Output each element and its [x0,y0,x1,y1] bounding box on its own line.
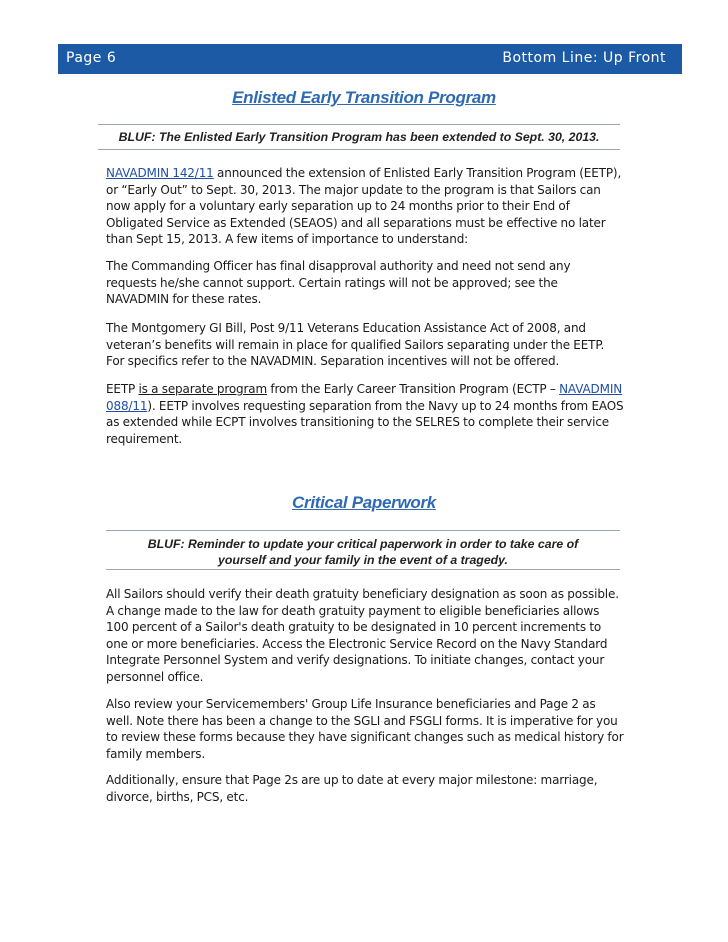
separate-program-emphasis: is a separate program [138,382,268,396]
paperwork-paragraph-3: Additionally, ensure that Page 2s are up to date at every major milestone: marriage, divorce, births, PCS, etc. [106,773,598,804]
eetp-paragraph-3: The Montgomery GI Bill, Post 9/11 Veterans Education Assistance Act of 2008, and veteran’s benefits will remain in place for qualified Sailors separating under the EETP. For specifics refer to the NAVADMIN. Separation incentives will not be offered. [106,321,605,369]
eetp-paragraph-1: NAVADMIN 142/11 announced the extension of Enlisted Early Transition Program (EETP), or “Early Out” to Sept. 30, 2013. The major update to the program is that Sailors can now apply for a voluntary early separation up to 24 months prior to their End of Obligated Service as Extended (SEAOS) and all separations must be effective no later than Sept 15, 2013. A few items of importance to understand: [106,166,622,247]
paperwork-paragraph-1: All Sailors should verify their death gratuity beneficiary designation as soon as possible. A change made to the law for death gratuity payment to eligible beneficiaries allows 100 percent of a Sailor's death gratuity to be designated in 10 percent increments to one or more beneficiaries. Access the Electronic Service Record on the Navy Standard Integrate Personnel System and verify designations. To initiate changes, contact your personnel office. [106,587,619,684]
eetp-title: Enlisted Early Transition Program [232,88,496,107]
page-number: Page 6 [66,50,117,66]
navadmin-142-11-link[interactable]: NAVADMIN 142/11 [106,166,214,180]
eetp-bluf: BLUF: The Enlisted Early Transition Program has been extended to Sept. 30, 2013. [98,124,620,150]
eetp-paragraph-2: The Commanding Officer has final disapproval authority and need not send any requests he/she cannot support. Certain ratings will not be approved; see the NAVADMIN for these rates. [106,259,571,307]
eetp-paragraph-4: EETP is a separate program from the Early Career Transition Program (ECTP – NAVADMIN 088/11). EETP involves requesting separation from the Navy up to 24 months from EAOS as extended while ECPT involves transitioning to the SELRES to complete their service requirement. [106,382,624,446]
page-header-bar [58,44,682,74]
paperwork-title: Critical Paperwork [292,493,436,512]
newsletter-section-name: Bottom Line: Up Front [502,50,666,66]
paperwork-paragraph-2: Also review your Servicemembers' Group Life Insurance beneficiaries and Page 2 as well. Note there has been a change to the SGLI and FSGLI forms. It is imperative for you to review these forms because they have significant changes such as medical history for family members. [106,697,624,761]
paperwork-bluf: BLUF: Reminder to update your critical paperwork in order to take care of yourself and your family in the event of a tragedy. [106,530,620,570]
navadmin-088-11-link[interactable]: NAVADMIN 088/11 [106,382,623,413]
